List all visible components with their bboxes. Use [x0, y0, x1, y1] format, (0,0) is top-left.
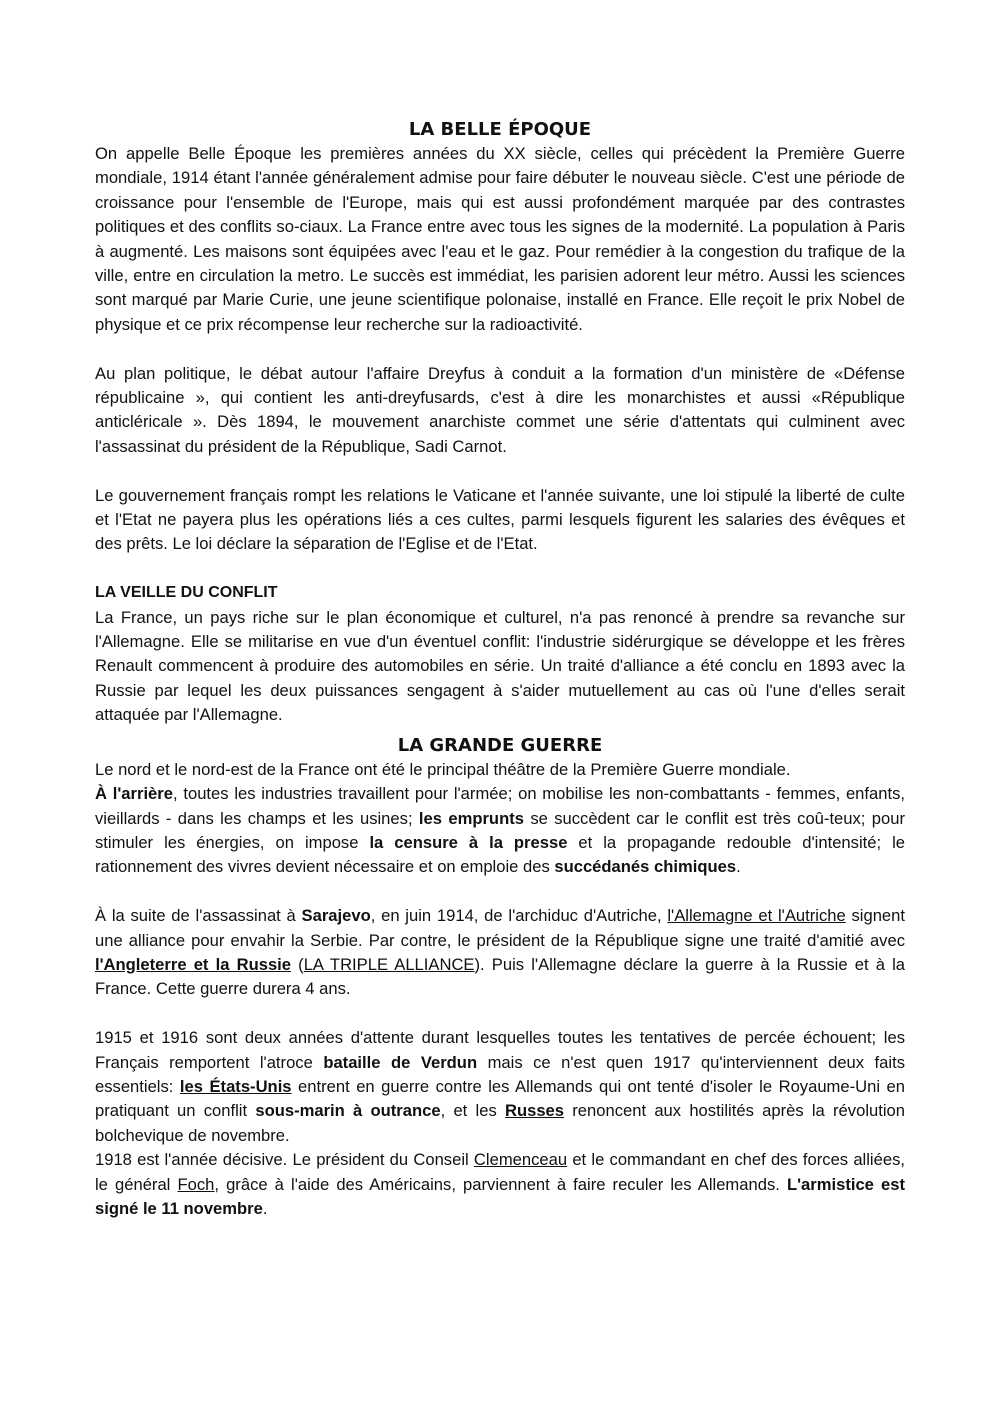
underline-allemagne-autriche: l'Allemagne et l'Autriche	[667, 906, 846, 926]
paragraph-belle-epoque-intro: On appelle Belle Époque les premières années du XX siècle, celles qui précèdent la Première Guerre mondiale, 1914 étant l'année généralement admise pour faire débuter le nouveau siècle. C'est une période de croissance pour l'ensemble de l'Europe, mais qui est aussi profondément marquée par des contrastes politiques et des conflits so-ciaux. La France entre avec tous les signes de la modernité. La population à Paris à augmenté. Les maisons sont équipées avec l'eau et le gaz. Pour remédier à la congestion du trafique de la ville, entre en circulation la metro. Le succès est immédiat, les parisien adorent leur métro. Aussi les sciences sont marqué par Marie Curie, une jeune scientifique polonaise, installé en France. Elle reçoit le prix Nobel de physique et ce prix récompense leur recherche sur la radioactivité.	[95, 144, 905, 334]
paragraph-arriere: À l'arrière, toutes les industries travaillent pour l'armée; on mobilise les non-combattants - femmes, enfants, vieillards - dans les champs et les usines; les emprunts se succèdent car le conflit est très coû-teux; pour stimuler les énergies, on impose la censure à la presse et la propagande redouble d'intensité; le rationnement des vivres devient nécessaire et on emploie des succédanés chimiques.	[95, 784, 905, 877]
underline-foch: Foch,	[177, 1174, 219, 1194]
spacer	[95, 880, 905, 904]
bold-verdun: bataille de Verdun	[323, 1052, 478, 1072]
paragraph-politique: Au plan politique, le débat autour l'affaire Dreyfus à conduit a la formation d'un ministère de «Défense républicaine », qui contient les anti-dreyfusards, c'est à dire les monarchistes et aussi «République anticléricale ». Dès 1894, le mouvement anarchiste commet une série d'attentats qui culminent avec l'assassinat du président de la République, Sadi Carnot.	[95, 363, 905, 456]
paragraph-theatre: Le nord et le nord-est de la France ont été le principal théâtre de la Première Guerre mondiale.	[95, 759, 791, 779]
bold-underline-russes: Russes	[504, 1101, 565, 1121]
paragraph-sarajevo: À la suite de l'assassinat à Sarajevo, en juin 1914, de l'archiduc d'Autriche, l'Allemagne et l'Autriche signent une alliance pour envahir la Serbie. Par contre, le président de la République signe une traité d'amitié avec l'Angleterre et la Russie (LA TRIPLE ALLIANCE). Puis l'Allemagne déclare la guerre à la Russie et à la France. Cette guerre durera 4 ans.	[95, 906, 906, 999]
bold-sarajevo: Sarajevo	[301, 906, 371, 926]
bold-underline-etats-unis: les États-Unis	[179, 1076, 292, 1096]
spacer	[95, 557, 905, 581]
underline-triple-alliance: LA TRIPLE ALLIANCE	[303, 954, 475, 974]
bold-armistice: L'armistice est signé le 11 novembre	[95, 1174, 905, 1218]
spacer	[95, 1002, 905, 1026]
bold-succedanes: succédanés chimiques	[554, 857, 737, 877]
heading-veille-du-conflit: LA VEILLE DU CONFLIT	[95, 584, 278, 602]
bold-sous-marin: sous-marin à outrance	[255, 1101, 441, 1121]
bold-emprunts: les emprunts	[418, 808, 524, 828]
spacer	[95, 337, 905, 361]
underline-clemenceau: Clemenceau	[473, 1150, 568, 1170]
paragraph-separation: Le gouvernement français rompt les relations le Vaticane et l'année suivante, une loi stipulé la liberté de culte et l'Etat ne payera plus les opérations liés a ces cultes, parmi lesquels figurent les salaries des évêques et des prêts. Le loi déclare la séparation de l'Eglise et de l'Etat.	[95, 485, 905, 554]
bold-arriere: À l'arrière	[95, 784, 173, 804]
paragraph-veille: La France, un pays riche sur le plan économique et culturel, n'a pas renoncé à prendre sa revanche sur l'Allemagne. Elle se militarise en vue d'un éventuel conflit: l'industrie sidérurgique se développe et les frères Renault commencent à produire des automobiles en série. Un traité d'alliance a été conclu en 1893 avec la Russie par lequel les deux puissances sengagent à s'aider mutuellement au cas où l'une d'elles serait attaquée par l'Allemagne.	[95, 607, 905, 725]
paragraph-1915-1916: 1915 et 1916 sont deux années d'attente durant lesquelles toutes les tentatives de percée échouent; les Français remportent l'atroce bataille de Verdun mais ce n'est quen 1917 qu'interviennent deux faits essentiels: les États-Unis entrent en guerre contre les Allemands qui ont tenté d'isoler le Royaume-Uni en pratiquant un conflit sous-marin à outrance, et les Russes renoncent aux hostilités après la révolution bolchevique de novembre.	[95, 1028, 905, 1145]
paragraph-1918: 1918 est l'année décisive. Le président du Conseil Clemenceau et le commandant en chef des forces alliées, le général Foch, grâce à l'aide des Américains, parviennent à faire reculer les Allemands. L'armistice est signé le 11 novembre.	[95, 1150, 905, 1218]
spacer	[95, 459, 905, 483]
title-grande-guerre: LA GRANDE GUERRE	[397, 734, 603, 756]
bold-underline-angleterre-russie: l'Angleterre et la Russie	[95, 954, 292, 974]
title-belle-epoque: LA BELLE ÉPOQUE	[408, 119, 592, 140]
document-page	[95, 118, 905, 1221]
bold-censure: la censure à la presse	[369, 832, 568, 852]
